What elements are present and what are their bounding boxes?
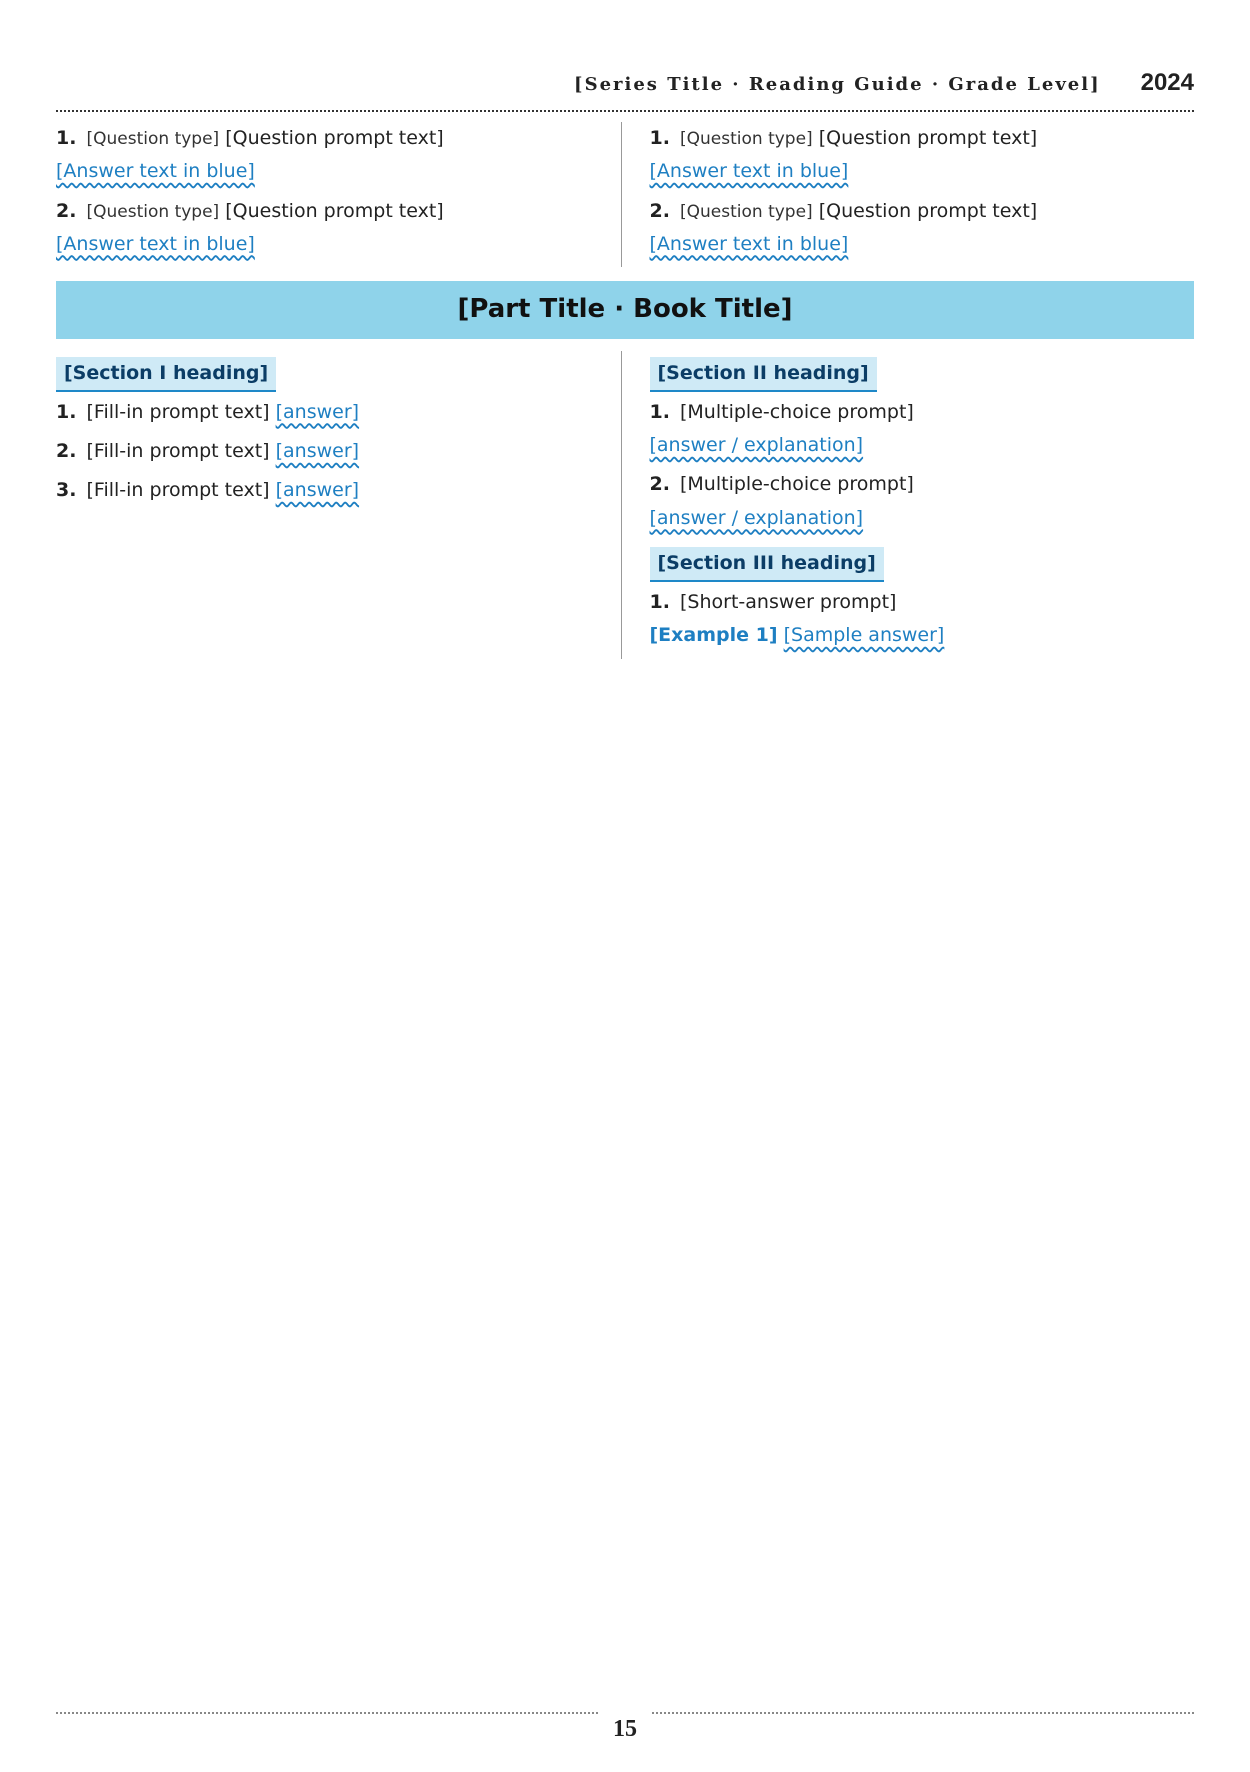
question-prompt: [Question prompt text] (225, 127, 444, 149)
question-number: 1. (649, 127, 670, 149)
top-right-column (650, 122, 1195, 267)
running-head (56, 62, 1194, 112)
question-type: [Question type] (680, 129, 813, 149)
question-number: 1. (56, 400, 77, 423)
question-item (56, 474, 601, 507)
section-heading: [Section II heading] (650, 357, 877, 392)
question-item (56, 435, 601, 468)
question-number: 2. (649, 473, 670, 496)
question-item (56, 195, 601, 262)
section-banner: [Part Title · Book Title] (56, 281, 1194, 339)
answer-text: [Sample answer] (783, 624, 945, 647)
answer-text: [answer / explanation] (649, 506, 864, 529)
top-columns (56, 122, 1194, 267)
question-prompt: [Fill-in prompt text] (86, 479, 270, 502)
main-right-column (650, 351, 1195, 659)
answer-text: [Answer text in blue] (56, 160, 255, 183)
question-type: [Question type] (86, 201, 220, 222)
series-title: [Series Title · Reading Guide · Grade Level] (574, 74, 1101, 95)
question-number: 2. (56, 199, 77, 222)
section-heading: [Section I heading] (56, 357, 276, 392)
question-item (650, 195, 1195, 262)
question-item (650, 586, 1195, 653)
question-number: 1. (649, 591, 670, 613)
answer-text: [answer] (275, 440, 360, 462)
question-prompt: [Multiple-choice prompt] (680, 400, 914, 423)
answer-text: [Answer text in blue] (649, 232, 849, 255)
question-prompt: [Question prompt text] (818, 199, 1038, 222)
answer-text: [Answer text in blue] (649, 160, 849, 183)
section-heading: [Section III heading] (650, 547, 884, 582)
question-number: 2. (56, 440, 77, 462)
question-prompt: [Question prompt text] (225, 199, 444, 222)
question-number: 2. (649, 199, 670, 222)
question-item (650, 396, 1195, 463)
example-label: [Example 1] (649, 624, 778, 647)
question-item (650, 468, 1195, 535)
question-item (56, 396, 601, 429)
page-number: 15 (599, 1708, 651, 1750)
question-prompt: [Short-answer prompt] (680, 591, 897, 613)
question-prompt: [Question prompt text] (818, 127, 1038, 149)
answer-text: [answer] (275, 400, 360, 423)
question-type: [Question type] (680, 201, 813, 222)
main-left-column (56, 351, 622, 659)
question-number: 3. (56, 479, 77, 502)
question-prompt: [Multiple-choice prompt] (680, 473, 914, 496)
question-type: [Question type] (86, 129, 220, 149)
main-columns (56, 351, 1194, 659)
question-prompt: [Fill-in prompt text] (86, 440, 270, 462)
question-item (650, 122, 1195, 189)
edition-year: 2024 (1140, 69, 1194, 96)
page-footer (56, 1712, 1194, 1750)
question-number: 1. (56, 127, 77, 149)
question-prompt: [Fill-in prompt text] (86, 400, 270, 423)
answer-text: [answer / explanation] (649, 434, 864, 456)
answer-text: [answer] (275, 479, 360, 502)
top-left-column (56, 122, 622, 267)
answer-text: [Answer text in blue] (56, 232, 255, 255)
question-number: 1. (649, 400, 670, 423)
question-item (56, 122, 601, 189)
